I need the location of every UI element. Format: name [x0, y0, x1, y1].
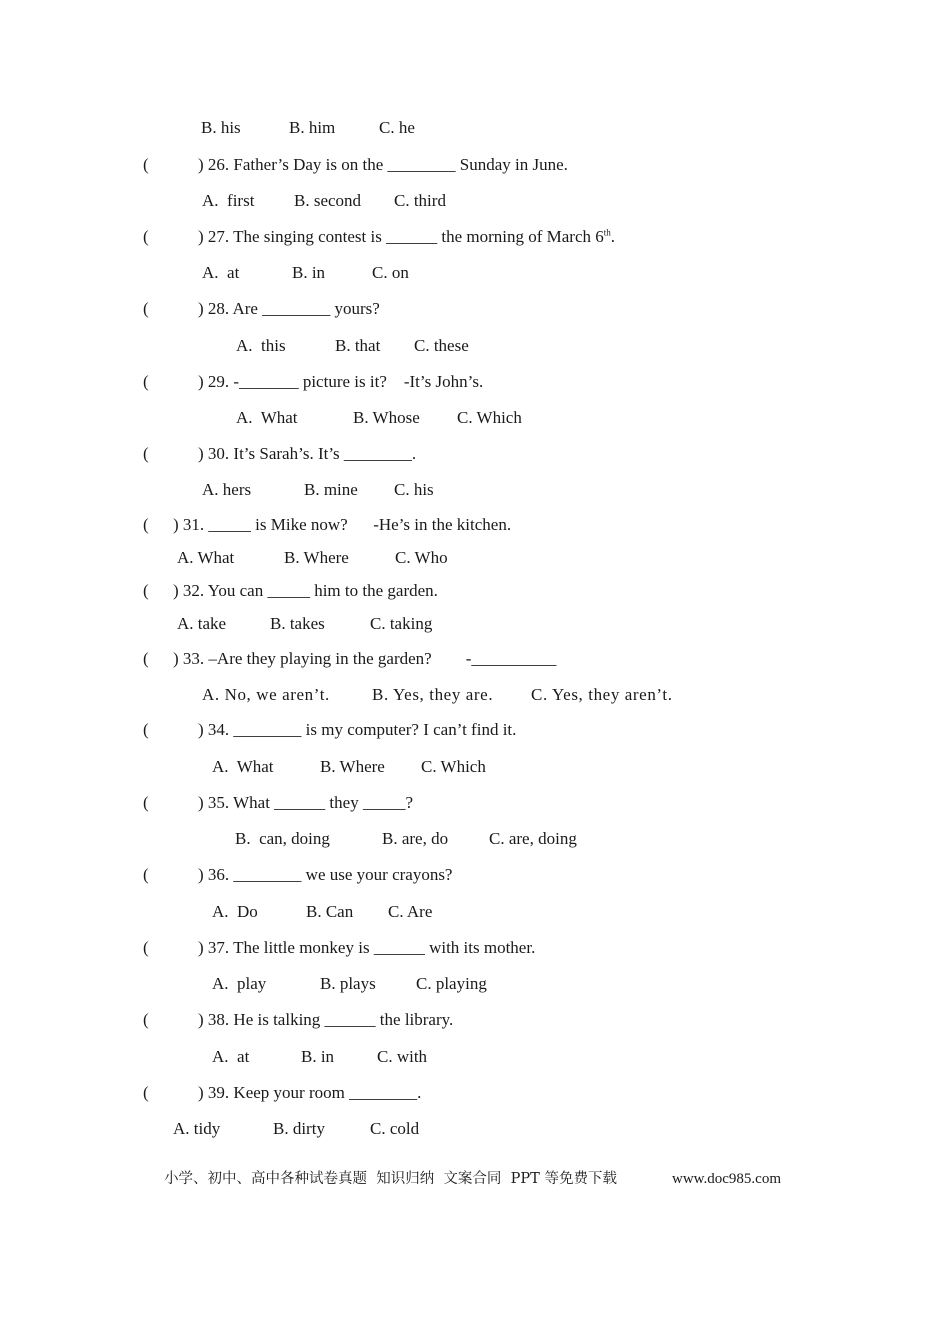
question-36	[198, 865, 452, 885]
answer-paren-open: (	[143, 515, 149, 534]
question-text: 29. -_______ picture is it? -It’s John’s.	[207, 372, 484, 391]
q32-option-c: C. taking	[370, 614, 433, 633]
question-text: 35. What ______ they _____?	[207, 793, 413, 812]
answer-paren-open: (	[143, 938, 149, 957]
q27-option-b: B. in	[292, 263, 326, 282]
answer-paren-close: )	[198, 372, 204, 391]
question-35	[198, 793, 413, 813]
question-text-end: .	[610, 227, 616, 246]
answer-paren-close: )	[173, 581, 179, 600]
q32-option-a: A. take	[177, 614, 227, 633]
answer-paren-open: (	[143, 581, 149, 600]
q37-option-b: B. plays	[320, 974, 376, 993]
answer-paren-open: (	[143, 865, 149, 884]
q36-option-c: C. Are	[388, 902, 433, 921]
answer-paren-open: (	[143, 155, 149, 174]
q25-option-b2: B. him	[289, 118, 336, 137]
question-text: 31. _____ is Mike now? -He’s in the kitchen.	[182, 515, 512, 534]
q27-option-c: C. on	[372, 263, 409, 282]
answer-paren-close: )	[173, 515, 179, 534]
answer-paren-open: (	[143, 793, 149, 812]
question-text: 36. ________ we use your crayons?	[207, 865, 453, 884]
q34-option-a: A. What	[212, 757, 274, 776]
answer-paren-close: )	[198, 720, 204, 739]
q38-option-c: C. with	[377, 1047, 428, 1066]
answer-paren-open: (	[143, 227, 149, 246]
q35-option-b: B. are, do	[382, 829, 449, 848]
question-29	[198, 372, 483, 392]
question-27	[198, 227, 615, 247]
ordinal-superscript: th	[603, 227, 611, 238]
q33-option-a: A. No, we aren’t.	[202, 685, 330, 704]
answer-paren-close: )	[198, 155, 204, 174]
answer-paren-open: (	[143, 649, 149, 668]
footer-url[interactable]: www.doc985.com	[672, 1171, 782, 1187]
question-text: 33. –Are they playing in the garden? -__________	[182, 649, 557, 668]
question-text: 27. The singing contest is ______ the morning of March 6	[207, 227, 604, 246]
question-31	[173, 515, 511, 535]
q28-option-c: C. these	[414, 336, 469, 355]
q33-option-b: B. Yes, they are.	[372, 685, 494, 704]
q31-option-a: A. What	[177, 548, 235, 567]
question-text: 32. You can _____ him to the garden.	[182, 581, 438, 600]
answer-paren-close: )	[198, 1010, 204, 1029]
answer-paren-close: )	[198, 227, 204, 246]
q26-option-c: C. third	[394, 191, 446, 210]
question-text: 34. ________ is my computer? I can’t find it.	[207, 720, 517, 739]
question-32	[173, 581, 438, 601]
q36-option-a: A. Do	[212, 902, 258, 921]
q33-option-c: C. Yes, they aren’t.	[531, 685, 673, 704]
question-28	[198, 299, 380, 319]
answer-paren-close: )	[173, 649, 179, 668]
q25-option-b: B. his	[201, 118, 241, 137]
q37-option-c: C. playing	[416, 974, 487, 993]
answer-paren-close: )	[198, 444, 204, 463]
q27-option-a: A. at	[202, 263, 240, 282]
q26-option-a: A. first	[202, 191, 255, 210]
q34-option-b: B. Where	[320, 757, 385, 776]
question-text: 30. It’s Sarah’s. It’s ________.	[207, 444, 417, 463]
answer-paren-open: (	[143, 372, 149, 391]
answer-paren-open: (	[143, 1083, 149, 1102]
question-37	[198, 938, 535, 958]
q32-option-b: B. takes	[270, 614, 325, 633]
q35-option-a: B. can, doing	[235, 829, 330, 848]
question-text: 37. The little monkey is ______ with its mother.	[207, 938, 536, 957]
answer-paren-open: (	[143, 1010, 149, 1029]
q35-option-c: C. are, doing	[489, 829, 577, 848]
answer-paren-close: )	[198, 299, 204, 318]
q28-option-a: A. this	[236, 336, 286, 355]
question-text: 26. Father’s Day is on the ________ Sunday in June.	[207, 155, 568, 174]
question-text: 38. He is talking ______ the library.	[207, 1010, 454, 1029]
q29-option-b: B. Whose	[353, 408, 420, 427]
question-30	[198, 444, 416, 464]
q31-option-b: B. Where	[284, 548, 349, 567]
answer-paren-open: (	[143, 720, 149, 739]
q29-option-c: C. Which	[457, 408, 522, 427]
question-text: 28. Are ________ yours?	[207, 299, 380, 318]
answer-paren-open: (	[143, 444, 149, 463]
answer-paren-open: (	[143, 299, 149, 318]
question-26	[198, 155, 568, 175]
q39-option-a: A. tidy	[173, 1119, 221, 1138]
q38-option-a: A. at	[212, 1047, 250, 1066]
footer-text: 小学、初中、高中各种试卷真题 知识归纳 文案合同 PPT 等免费下载	[164, 1171, 617, 1187]
question-text: 39. Keep your room ________.	[207, 1083, 422, 1102]
question-38	[198, 1010, 453, 1030]
answer-paren-close: )	[198, 938, 204, 957]
q39-option-b: B. dirty	[273, 1119, 325, 1138]
q39-option-c: C. cold	[370, 1119, 420, 1138]
q25-option-c: C. he	[379, 118, 415, 137]
q28-option-b: B. that	[335, 336, 381, 355]
question-39	[198, 1083, 421, 1103]
q26-option-b: B. second	[294, 191, 362, 210]
q30-option-c: C. his	[394, 480, 434, 499]
answer-paren-close: )	[198, 865, 204, 884]
answer-paren-close: )	[198, 793, 204, 812]
q31-option-c: C. Who	[395, 548, 448, 567]
q37-option-a: A. play	[212, 974, 267, 993]
question-34	[198, 720, 516, 740]
q36-option-b: B. Can	[306, 902, 354, 921]
answer-paren-close: )	[198, 1083, 204, 1102]
q38-option-b: B. in	[301, 1047, 335, 1066]
question-33	[173, 649, 556, 669]
q30-option-b: B. mine	[304, 480, 358, 499]
q30-option-a: A. hers	[202, 480, 252, 499]
q34-option-c: C. Which	[421, 757, 486, 776]
q29-option-a: A. What	[236, 408, 298, 427]
